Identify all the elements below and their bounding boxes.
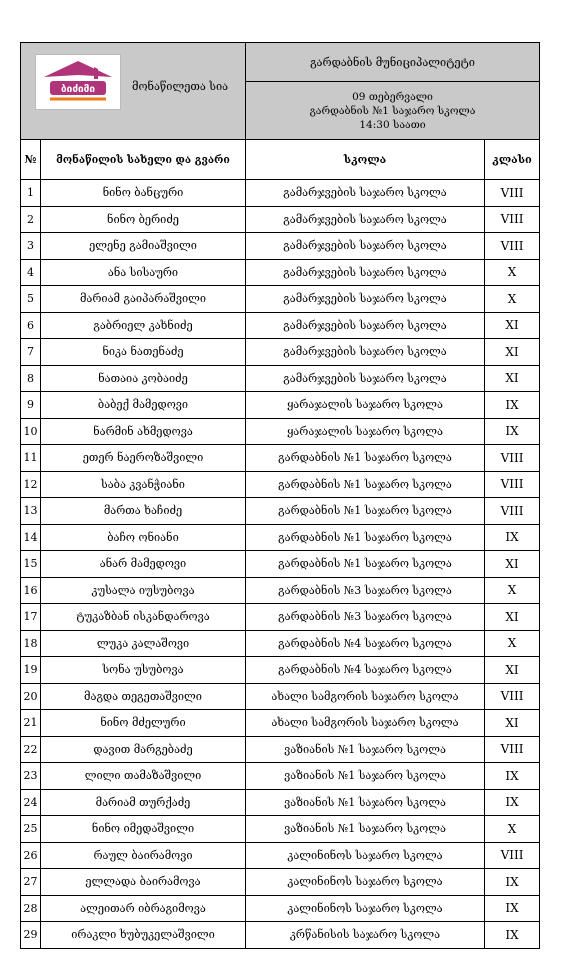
school-name: ვაზიანის №1 საჯარო სკოლა	[246, 736, 485, 763]
logo-text: ბიძიმი	[61, 84, 95, 95]
school-name: ყარაჯალის საჯარო სკოლა	[246, 418, 485, 445]
grade-value: XI	[485, 339, 540, 366]
municipality-title: გარდაბნის მუნიციპალიტეტი	[246, 43, 540, 82]
grade-value: XI	[485, 710, 540, 737]
grade-value: IX	[485, 524, 540, 551]
table-row	[21, 657, 540, 684]
table-row	[21, 630, 540, 657]
grade-value: VIII	[485, 233, 540, 260]
table-row	[21, 895, 540, 922]
table-row	[21, 869, 540, 896]
participant-name: ანარ მამედოვი	[41, 551, 246, 578]
school-name: კალინინოს საჯარო სკოლა	[246, 895, 485, 922]
row-number: 12	[21, 471, 41, 498]
row-number: 21	[21, 710, 41, 737]
col-grade-header: კლასი	[485, 140, 540, 180]
participant-name: ბაბექ მამედოვი	[41, 392, 246, 419]
school-name: გარდაბნის №1 საჯარო სკოლა	[246, 524, 485, 551]
organization-logo	[35, 54, 121, 110]
grade-value: XI	[485, 312, 540, 339]
table-row	[21, 604, 540, 631]
row-number: 26	[21, 842, 41, 869]
table-row	[21, 180, 540, 207]
row-number: 23	[21, 763, 41, 790]
school-name: გამარჯვების საჯარო სკოლა	[246, 259, 485, 286]
table-row	[21, 498, 540, 525]
school-name: გარდაბნის №3 საჯარო სკოლა	[246, 577, 485, 604]
row-number: 2	[21, 206, 41, 233]
row-number: 15	[21, 551, 41, 578]
header-left-cell	[21, 43, 246, 140]
grade-value: X	[485, 286, 540, 313]
grade-value: VIII	[485, 683, 540, 710]
row-number: 27	[21, 869, 41, 896]
grade-value: IX	[485, 392, 540, 419]
school-name: კალინინოს საჯარო სკოლა	[246, 869, 485, 896]
row-number: 18	[21, 630, 41, 657]
event-venue: გარდაბნის №1 საჯარო სკოლა	[309, 104, 476, 117]
school-name: გარდაბნის №3 საჯარო სკოლა	[246, 604, 485, 631]
participant-name: ნათაია კობაიძე	[41, 365, 246, 392]
grade-value: IX	[485, 869, 540, 896]
grade-value: X	[485, 630, 540, 657]
school-name: გამარჯვების საჯარო სკოლა	[246, 180, 485, 207]
school-name: გარდაბნის №1 საჯარო სკოლა	[246, 498, 485, 525]
grade-value: VIII	[485, 498, 540, 525]
participant-name: ნინო ბანცური	[41, 180, 246, 207]
event-date: 09 თებერვალი	[352, 90, 433, 103]
participant-name: მაგდა თეგეთაშვილი	[41, 683, 246, 710]
row-number: 13	[21, 498, 41, 525]
column-headers	[21, 140, 540, 180]
school-name: ვაზიანის №1 საჯარო სკოლა	[246, 816, 485, 843]
grade-value: X	[485, 816, 540, 843]
grade-value: VIII	[485, 206, 540, 233]
school-name: გამარჯვების საჯარო სკოლა	[246, 339, 485, 366]
event-time: 14:30 საათი	[359, 118, 426, 131]
participant-name: ირაკლი ხუბუკელაშვილი	[41, 922, 246, 949]
grade-value: X	[485, 577, 540, 604]
participant-name: კუსალა იუსუბოვა	[41, 577, 246, 604]
table-row	[21, 551, 540, 578]
table-row	[21, 842, 540, 869]
participants-table	[20, 42, 540, 949]
school-name: გამარჯვების საჯარო სკოლა	[246, 233, 485, 260]
participant-name: ნინო იმედაშვილი	[41, 816, 246, 843]
table-row	[21, 206, 540, 233]
row-number: 7	[21, 339, 41, 366]
col-school-header: სკოლა	[246, 140, 485, 180]
grade-value: IX	[485, 922, 540, 949]
row-number: 11	[21, 445, 41, 472]
participant-name: ელლადა ბაირამოვა	[41, 869, 246, 896]
table-row	[21, 286, 540, 313]
row-number: 16	[21, 577, 41, 604]
table-row	[21, 922, 540, 949]
school-name: გარდაბნის №1 საჯარო სკოლა	[246, 551, 485, 578]
grade-value: XI	[485, 604, 540, 631]
row-number: 6	[21, 312, 41, 339]
table-row	[21, 683, 540, 710]
col-name-header: მონაწილის სახელი და გვარი	[41, 140, 246, 180]
participant-name: რაულ ბაირამოვი	[41, 842, 246, 869]
participant-name: ლუკა კალაშოვი	[41, 630, 246, 657]
school-name: ახალი სამგორის საჯარო სკოლა	[246, 710, 485, 737]
table-row	[21, 471, 540, 498]
school-name: გამარჯვების საჯარო სკოლა	[246, 365, 485, 392]
col-number-header: №	[21, 140, 41, 180]
school-name: ყარაჯალის საჯარო სკოლა	[246, 392, 485, 419]
grade-value: XI	[485, 365, 540, 392]
school-name: ახალი სამგორის საჯარო სკოლა	[246, 683, 485, 710]
row-number: 4	[21, 259, 41, 286]
row-number: 28	[21, 895, 41, 922]
school-name: გამარჯვების საჯარო სკოლა	[246, 206, 485, 233]
table-row	[21, 524, 540, 551]
grade-value: XI	[485, 551, 540, 578]
participant-name: საბა კვანჭიანი	[41, 471, 246, 498]
row-number: 3	[21, 233, 41, 260]
table-row	[21, 339, 540, 366]
school-name: გამარჯვების საჯარო სკოლა	[246, 286, 485, 313]
row-number: 19	[21, 657, 41, 684]
grade-value: VIII	[485, 445, 540, 472]
row-number: 25	[21, 816, 41, 843]
table-row	[21, 710, 540, 737]
grade-value: VIII	[485, 180, 540, 207]
school-name: ვაზიანის №1 საჯარო სკოლა	[246, 789, 485, 816]
row-number: 17	[21, 604, 41, 631]
school-name: გარდაბნის №1 საჯარო სკოლა	[246, 445, 485, 472]
participant-name: მარიამ თურქაძე	[41, 789, 246, 816]
table-row	[21, 233, 540, 260]
grade-value: IX	[485, 763, 540, 790]
list-title: მონაწილეთა სია	[132, 80, 229, 93]
grade-value: VIII	[485, 736, 540, 763]
row-number: 1	[21, 180, 41, 207]
participant-name: ალეითარ იბრაგიმოვა	[41, 895, 246, 922]
participant-name: ნინო ბერიძე	[41, 206, 246, 233]
school-name: გარდაბნის №4 საჯარო სკოლა	[246, 630, 485, 657]
row-number: 24	[21, 789, 41, 816]
row-number: 20	[21, 683, 41, 710]
participant-name: ბაჩო ონიანი	[41, 524, 246, 551]
participant-name: სონა უსუბოვა	[41, 657, 246, 684]
participant-name: ელენე გამიაშვილი	[41, 233, 246, 260]
participant-name: ლილი თამაზაშვილი	[41, 763, 246, 790]
table-row	[21, 418, 540, 445]
school-name: კრწანისის საჯარო სკოლა	[246, 922, 485, 949]
row-number: 5	[21, 286, 41, 313]
participant-name: გაბრიელ კახნიძე	[41, 312, 246, 339]
participants-rows	[21, 180, 540, 949]
school-name: გამარჯვების საჯარო სკოლა	[246, 312, 485, 339]
row-number: 22	[21, 736, 41, 763]
table-row	[21, 365, 540, 392]
school-name: გარდაბნის №4 საჯარო სკოლა	[246, 657, 485, 684]
table-row	[21, 392, 540, 419]
school-name: ვაზიანის №1 საჯარო სკოლა	[246, 763, 485, 790]
participant-name: ეთერ ნაეროზაშვილი	[41, 445, 246, 472]
grade-value: VIII	[485, 471, 540, 498]
table-row	[21, 816, 540, 843]
grade-value: X	[485, 259, 540, 286]
participant-name: მარიამ გაიპარაშვილი	[41, 286, 246, 313]
participant-name: ანა სისაური	[41, 259, 246, 286]
participant-name: ნიკა ნათენაძე	[41, 339, 246, 366]
event-details	[246, 82, 540, 140]
participant-name: ნინო მძელური	[41, 710, 246, 737]
table-row	[21, 259, 540, 286]
row-number: 10	[21, 418, 41, 445]
row-number: 9	[21, 392, 41, 419]
table-row	[21, 312, 540, 339]
participant-name: ტუკაზბან ისკანდაროვა	[41, 604, 246, 631]
school-name: გარდაბნის №1 საჯარო სკოლა	[246, 471, 485, 498]
table-row	[21, 736, 540, 763]
participant-name: დავით მარგებაძე	[41, 736, 246, 763]
table-row	[21, 577, 540, 604]
grade-value: IX	[485, 418, 540, 445]
grade-value: IX	[485, 789, 540, 816]
table-row	[21, 445, 540, 472]
row-number: 8	[21, 365, 41, 392]
row-number: 29	[21, 922, 41, 949]
participant-name: მართა ხაჩიძე	[41, 498, 246, 525]
school-name: კალინინოს საჯარო სკოლა	[246, 842, 485, 869]
grade-value: IX	[485, 895, 540, 922]
participant-name: ნარმინ ახმედოვა	[41, 418, 246, 445]
grade-value: XI	[485, 657, 540, 684]
row-number: 14	[21, 524, 41, 551]
table-row	[21, 789, 540, 816]
grade-value: VIII	[485, 842, 540, 869]
table-row	[21, 763, 540, 790]
